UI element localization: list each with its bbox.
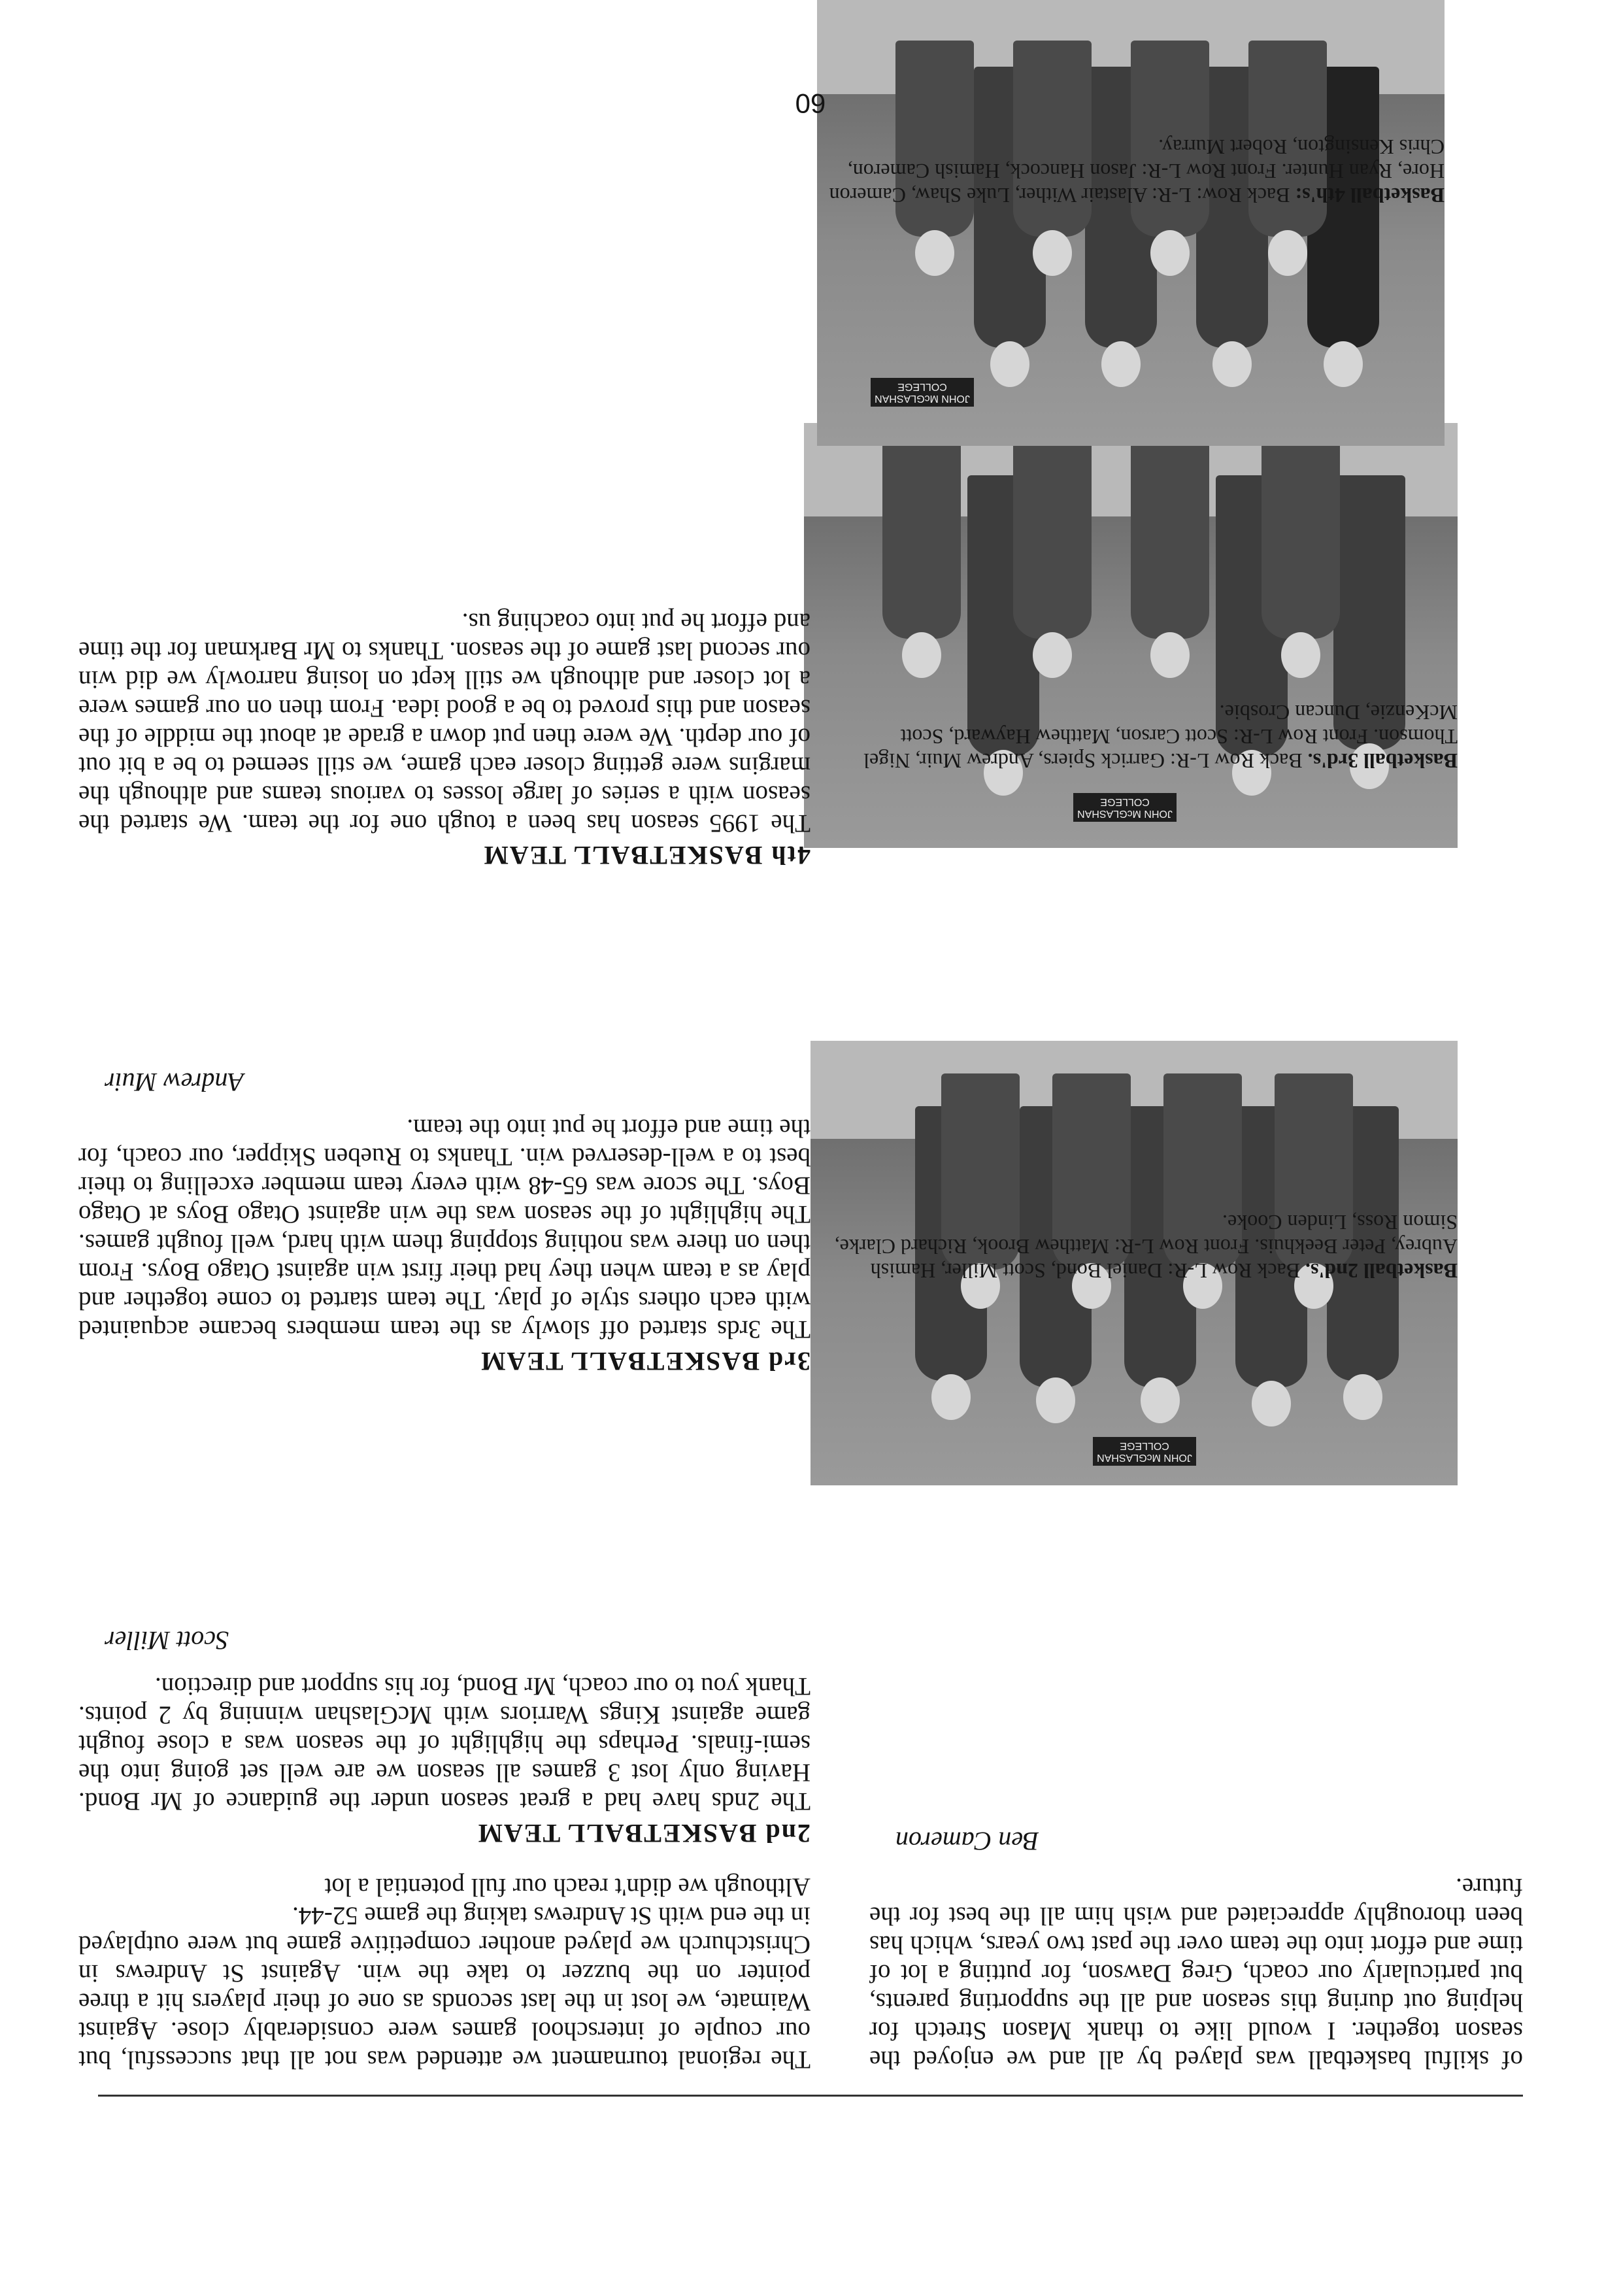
section-signature: Scott Miller bbox=[105, 1626, 229, 1655]
caption-text: Back Row L-R: Daniel Bond, Scott Miller, Hamish Aubrey, Peter Beekhuis. Front Row L-R: Matthew Brook, Richard Clarke, Simon Ross, Linden Cooke. bbox=[834, 1211, 1458, 1283]
section-2nd bbox=[78, 1625, 811, 1849]
section-heading: 3rd BASKETBALL TEAM bbox=[479, 1347, 811, 1376]
right-intro-paragraph-2: Although we didn't reach our full potential a lot bbox=[324, 1873, 811, 1901]
left-column bbox=[869, 1826, 1523, 2074]
page-number: 60 bbox=[795, 88, 826, 119]
section-signature: Andrew Muir bbox=[105, 1068, 244, 1097]
caption-label: Basketball 3rd's. bbox=[1307, 749, 1458, 773]
right-intro-paragraph: The regional tournament we attended was not all that successful, but our couple of interschool games were considerably close. Against Waimate, we lost in the last seconds as one of their players hit a three pointer on the buzzer to take the win. Against St Andrews in Christchurch we played another competitive game but were outplayed in the end with St Andrews taking the game 52-44. bbox=[78, 1902, 811, 2074]
caption-4ths bbox=[817, 135, 1445, 207]
team-photo-3rds bbox=[804, 423, 1458, 848]
left-intro-paragraph: of skilful basketball was played by all and we enjoyed the season together. I would like to thank Mason Stretch for helping out during this season and all the supporting parents, but particularly our coach, Greg Dawson, for putting a lot of time and effort into the team over the past two years, which has been thoroughly appreciated and wish him all the best for the future. bbox=[869, 1873, 1523, 2074]
section-4th bbox=[78, 607, 811, 871]
photo-sign: JOHN McGLASHAN COLLEGE bbox=[1073, 793, 1177, 822]
section-body: The 3rds started off slowly as the team members became acquainted with each others style of play. The team started to come together and play as a team when they had their first win against Otago Boys. From then on there was nothing stopping them with hard, well fought games. The highlight of the season was the win against Otago Boys at Otago Boys. The score was 65-48 with every team member excelling to their best to a well-deserved win. Thanks to Rueben Skipper, our coach, for the time and effort he put into the team. bbox=[78, 1114, 811, 1343]
caption-text: Back Row L-R: Garrick Spiers, Andrew Muir, Nigel Thomson. Front Row L-R: Scott Carson, Matthew Hayward, Scott McKenzie, Duncan Crosbie. bbox=[863, 701, 1458, 773]
caption-label: Basketball 4th's: bbox=[1295, 184, 1445, 207]
right-column bbox=[78, 607, 811, 2074]
section-heading: 4th BASKETBALL TEAM bbox=[482, 841, 811, 870]
section-body: The 2nds have had a great season under the guidance of Mr Bond. Having only lost 3 games all season we are well set going into the semi-finals. Perhaps the highlight of the season was a close fought game against Kings Warriors with McGlashan winning by 2 points. Thank you to our coach, Mr Bond, for his support and direction. bbox=[78, 1672, 811, 1815]
caption-label: Basketball 2nd's. bbox=[1305, 1259, 1458, 1283]
caption-3rds bbox=[804, 700, 1458, 773]
team-photo-4ths bbox=[817, 0, 1445, 446]
caption-2nds bbox=[804, 1210, 1458, 1283]
section-body: The 1995 season has been a tough one for the team. We started the season with a series of large losses to various teams and although the margins were getting closer each game, we still seemed to be a bit out of our depth. We were then put down a grade at about the middle of the season and this proved to be a good idea. From then on our games were a lot closer and although we still kept on losing narrowly we did win our second last game of the season. Thanks to Mr Barkman for the time and effort he put into coaching us. bbox=[78, 608, 811, 837]
caption-text: Back Row: L-R: Alastair Wither, Luke Shaw, Cameron Hore, Ryan Hunter. Front Row L-R: Jason Hancock, Hamish Cameron, Chris Kensington, Robert Murray. bbox=[829, 135, 1445, 207]
top-rule bbox=[98, 2095, 1523, 2097]
photo-sign: JOHN McGLASHAN COLLEGE bbox=[1093, 1437, 1196, 1466]
section-heading: 2nd BASKETBALL TEAM bbox=[476, 1819, 811, 1848]
section-3rd bbox=[78, 1067, 811, 1377]
photo-sign: JOHN McGLASHAN COLLEGE bbox=[871, 378, 974, 407]
left-intro-signature: Ben Cameron bbox=[895, 1827, 1039, 1856]
